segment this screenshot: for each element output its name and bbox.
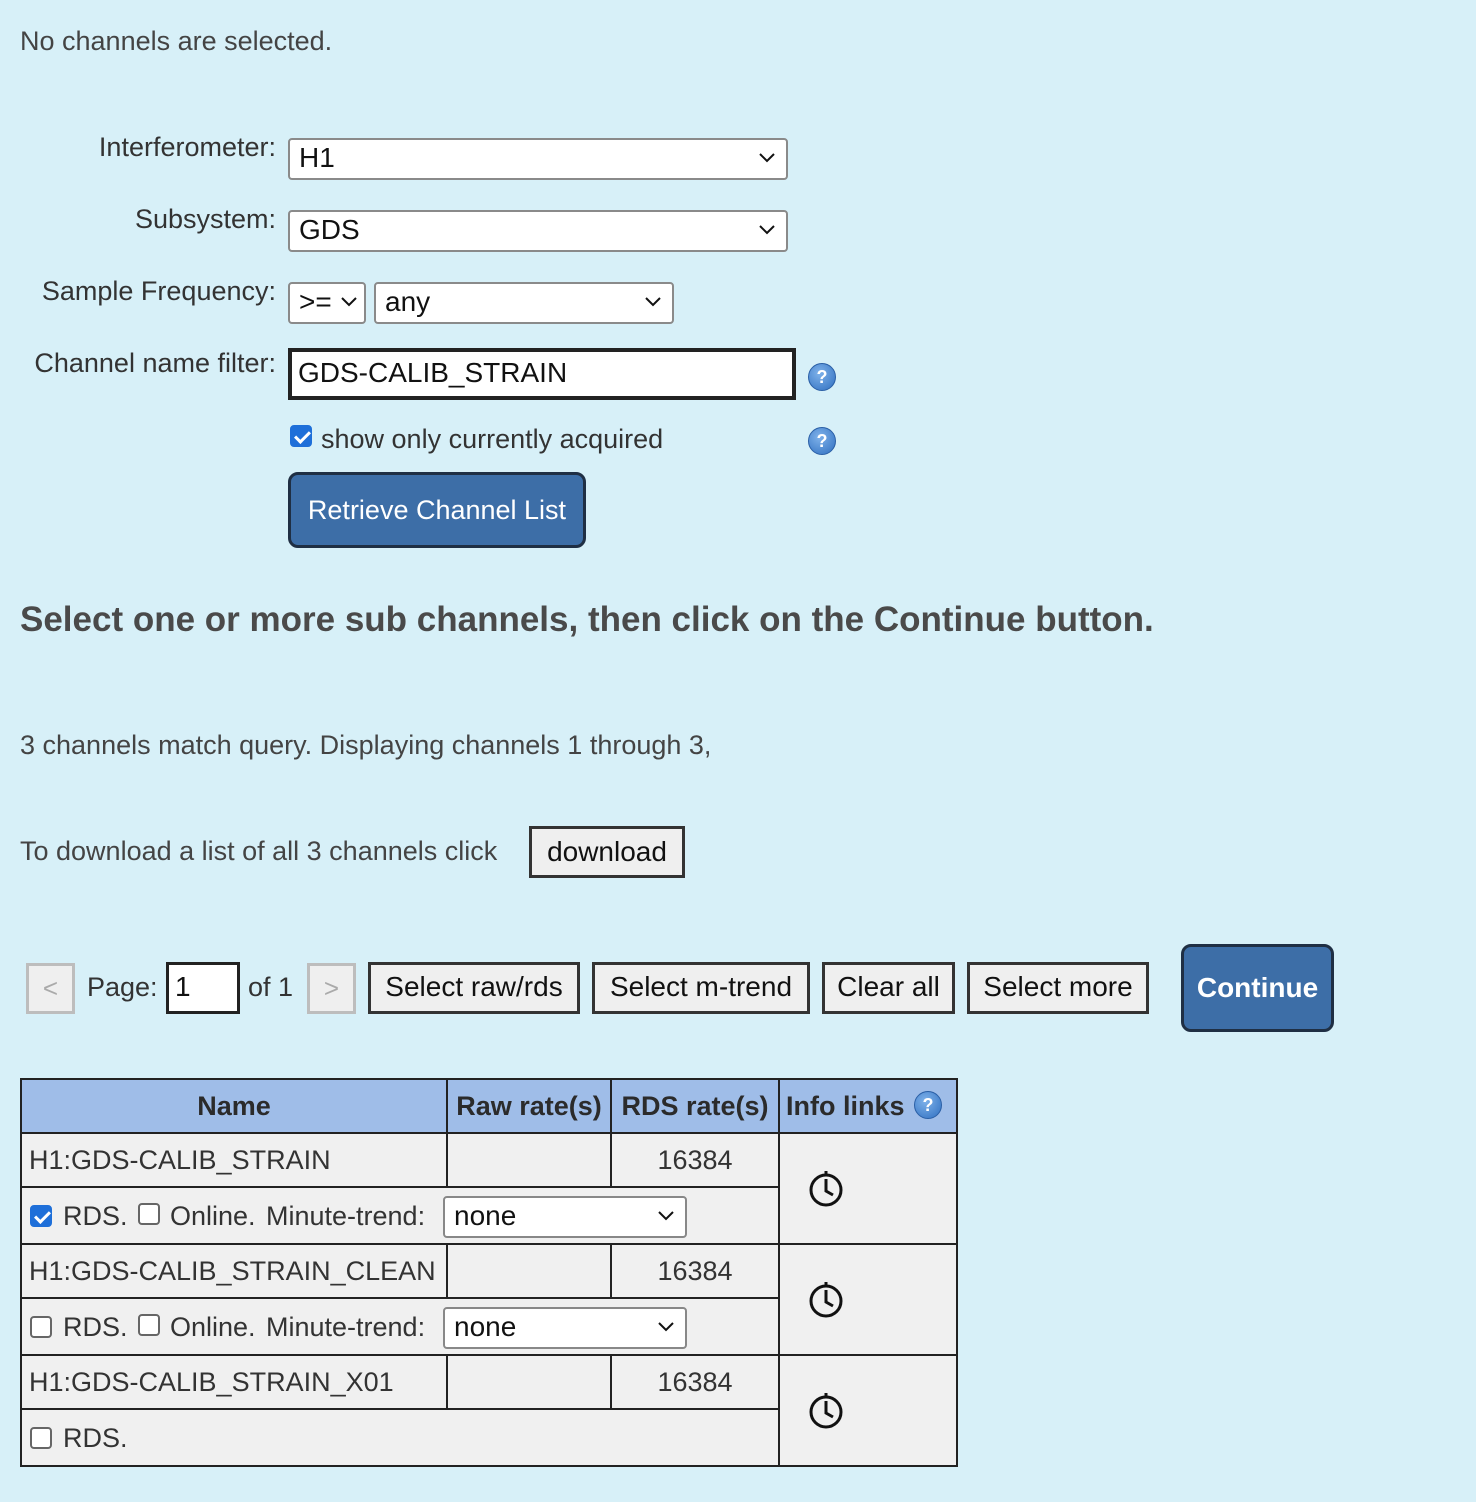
channel-filter-label: Channel name filter: [34,348,276,378]
online-label: Online. [170,1312,256,1342]
minute-trend-select[interactable] [443,1307,687,1349]
sample-frequency-op-select[interactable] [288,282,366,324]
minute-trend-value: none [454,1200,517,1231]
raw-rate [447,1244,611,1298]
channel-name: H1:GDS-CALIB_STRAIN_CLEAN [21,1244,447,1298]
rds-rate: 16384 [611,1133,779,1187]
select-more-button[interactable]: Select more [967,962,1149,1014]
raw-rate [447,1355,611,1409]
page-input[interactable]: 1 [166,962,240,1014]
channel-filter-input[interactable]: GDS-CALIB_STRAIN [288,348,796,400]
sample-frequency-value: any [385,286,431,317]
rds-label: RDS. [63,1312,128,1342]
help-icon[interactable]: ? [808,363,836,391]
channel-options-cell [21,1409,779,1466]
download-button[interactable]: download [529,826,685,878]
rds-checkbox[interactable] [30,1205,52,1227]
rds-label: RDS. [63,1423,128,1453]
online-label: Online. [170,1201,256,1231]
rds-checkbox[interactable] [30,1427,52,1449]
help-icon[interactable]: ? [808,427,836,455]
channel-options-cell [21,1187,779,1244]
chevron-down-icon [657,1309,675,1345]
status-message: No channels are selected. [20,26,333,56]
online-checkbox[interactable] [138,1314,160,1336]
sample-frequency-label: Sample Frequency: [41,276,276,306]
chevron-down-icon [340,284,358,320]
table-row [21,1244,957,1298]
column-header-name: Name [21,1079,447,1133]
chevron-down-icon [758,140,776,176]
next-page-button[interactable]: > [307,963,356,1014]
info-links-cell [779,1133,957,1244]
info-links-cell [779,1244,957,1355]
sample-frequency-op-value: >= [299,286,332,317]
chevron-down-icon [758,212,776,248]
sample-frequency-select[interactable] [374,282,674,324]
channel-name: H1:GDS-CALIB_STRAIN [21,1133,447,1187]
column-header-info-links [779,1079,957,1133]
prev-page-button[interactable]: < [26,963,75,1014]
minute-trend-value: none [454,1311,517,1342]
rds-checkbox[interactable] [30,1316,52,1338]
online-checkbox[interactable] [138,1203,160,1225]
channel-name: H1:GDS-CALIB_STRAIN_X01 [21,1355,447,1409]
continue-button[interactable]: Continue [1181,944,1334,1032]
subsystem-select[interactable] [288,210,788,252]
table-row [21,1355,957,1409]
select-m-trend-button[interactable]: Select m-trend [592,962,810,1014]
acquired-label: show only currently acquired [321,424,664,454]
rds-rate: 16384 [611,1244,779,1298]
match-summary: 3 channels match query. Displaying channels 1 through 3, [20,730,712,760]
column-header-raw-rate: Raw rate(s) [447,1079,611,1133]
minute-trend-label: Minute-trend: [266,1312,426,1342]
clock-icon[interactable] [808,1168,844,1210]
column-header-rds-rate: RDS rate(s) [611,1079,779,1133]
channel-table [20,1078,958,1467]
interferometer-value: H1 [299,142,335,173]
channel-options-cell [21,1298,779,1355]
page-of-text: of 1 [248,972,294,1002]
interferometer-select[interactable] [288,138,788,180]
interferometer-label: Interferometer: [98,132,276,162]
info-links-label: Info links [786,1090,905,1121]
minute-trend-select[interactable] [443,1196,687,1238]
subsystem-label: Subsystem: [134,204,276,234]
help-icon[interactable]: ? [914,1091,942,1119]
raw-rate [447,1133,611,1187]
acquired-checkbox[interactable] [290,425,312,447]
chevron-down-icon [657,1198,675,1234]
retrieve-channel-list-button[interactable]: Retrieve Channel List [288,472,586,548]
select-raw-rds-button[interactable]: Select raw/rds [368,962,580,1014]
rds-label: RDS. [63,1201,128,1231]
download-text: To download a list of all 3 channels click [20,836,498,866]
info-links-cell [779,1355,957,1466]
page-label: Page: [87,972,158,1002]
table-row [21,1133,957,1187]
minute-trend-label: Minute-trend: [266,1201,426,1231]
clock-icon[interactable] [808,1279,844,1321]
rds-rate: 16384 [611,1355,779,1409]
clear-all-button[interactable]: Clear all [822,962,955,1014]
clock-icon[interactable] [808,1390,844,1432]
table-header-row [21,1079,957,1133]
instructions-heading: Select one or more sub channels, then click on the Continue button. [20,600,1154,639]
chevron-down-icon [644,284,662,320]
subsystem-value: GDS [299,214,360,245]
